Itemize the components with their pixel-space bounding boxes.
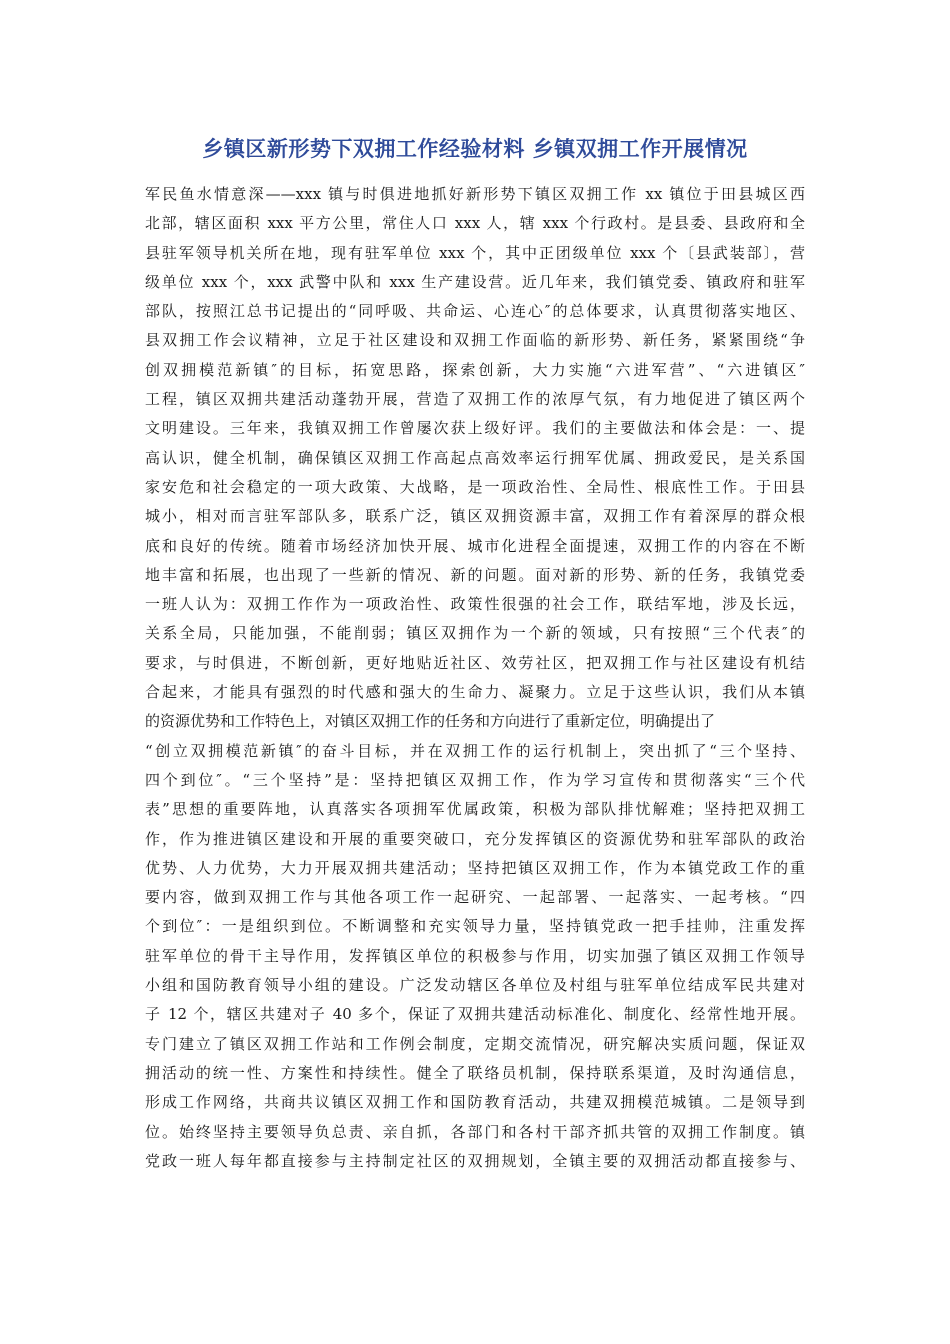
text-line: 关系全局，只能加强，不能削弱；镇区双拥作为一个新的领域，只有按照“三个代表″的: [145, 624, 805, 643]
text-line: 优势、人力优势，大力开展双拥共建活动；坚持把镇区双拥工作，作为本镇党政工作的重: [145, 858, 805, 877]
text-line: 一班人认为：双拥工作作为一项政治性、政策性很强的社会工作，联结军地，涉及长远，: [145, 595, 805, 614]
text-line: 作，作为推进镇区建设和开展的重要突破口，充分发挥镇区的资源优势和驻军部队的政治: [145, 829, 805, 848]
text-line: 部队，按照江总书记提出的“同呼吸、共命运、心连心″的总体要求，认真贯彻落实地区、: [145, 302, 805, 321]
text-line: 创双拥模范新镇″的目标，拓宽思路，探索创新，大力实施“六进军营”、“六进镇区″: [145, 360, 805, 379]
text-line: 要求，与时俱进，不断创新，更好地贴近社区、效劳社区，把双拥工作与社区建设有机结: [145, 653, 805, 672]
text-line: 要内容，做到双拥工作与其他各项工作一起研究、一起部署、一起落实、一起考核。“四: [145, 888, 805, 907]
text-line: 高认识，健全机制，确保镇区双拥工作高起点高效率运行拥军优属、拥政爱民，是关系国: [145, 448, 805, 467]
text-line: 小组和国防教育领导小组的建设。广泛发动辖区各单位及村组与驻军单位结成军民共建对: [145, 976, 805, 995]
text-line: 文明建设。三年来，我镇双拥工作曾屡次获上级好评。我们的主要做法和体会是：一、提: [145, 419, 805, 438]
text-line: 的资源优势和工作特色上，对镇区双拥工作的任务和方向进行了重新定位，明确提出了: [145, 712, 716, 731]
text-line: 专门建立了镇区双拥工作站和工作例会制度，定期交流情况，研究解决实质问题，保证双: [145, 1034, 805, 1053]
text-line: 四个到位″。“三个坚持”是：坚持把镇区双拥工作，作为学习宣传和贯彻落实“三个代: [145, 770, 805, 789]
text-line: 形成工作网络，共商共议镇区双拥工作和国防教育活动，共建双拥模范城镇。二是领导到: [145, 1093, 805, 1112]
text-line: 城小，相对而言驻军部队多，联系广泛，镇区双拥资源丰富，双拥工作有着深厚的群众根: [145, 507, 805, 526]
text-line: 军民鱼水情意深——xxx 镇与时俱进地抓好新形势下镇区双拥工作 xx 镇位于田县城区西: [145, 185, 805, 203]
text-line: 党政一班人每年都直接参与主持制定社区的双拥规划，全镇主要的双拥活动都直接参与、: [145, 1151, 805, 1170]
text-line: “创立双拥模范新镇″的奋斗目标，并在双拥工作的运行机制上，突出抓了“三个坚持、: [145, 741, 805, 760]
text-line: 工程，镇区双拥共建活动蓬勃开展，营造了双拥工作的浓厚气氛，有力地促进了镇区两个: [145, 390, 805, 409]
text-line: 家安危和社会稳定的一项大政策、大战略，是一项政治性、全局性、根底性工作。于田县: [145, 477, 805, 496]
text-line: 合起来，才能具有强烈的时代感和强大的生命力、凝聚力。立足于这些认识，我们从本镇: [145, 683, 805, 702]
text-line: 位。始终坚持主要领导负总责、亲自抓，各部门和各村干部齐抓共管的双拥工作制度。镇: [145, 1122, 805, 1141]
body-paragraph: [145, 180, 805, 1176]
text-line: 县双拥工作会议精神，立足于社区建设和双拥工作面临的新形势、新任务，紧紧围绕“争: [145, 331, 805, 350]
text-line: 表”思想的重要阵地，认真落实各项拥军优属政策，积极为部队排忧解难；坚持把双拥工: [145, 800, 805, 819]
text-line: 拥活动的统一性、方案性和持续性。健全了联络员机制，保持联系渠道，及时沟通信息，: [145, 1063, 805, 1082]
text-line: 个到位″：一是组织到位。不断调整和充实领导力量，坚持镇党政一把手挂帅，注重发挥: [145, 917, 805, 936]
text-line: 驻军单位的骨干主导作用，发挥镇区单位的积极参与作用，切实加强了镇区双拥工作领导: [145, 946, 805, 965]
text-line: 地丰富和拓展，也出现了一些新的情况、新的问题。面对新的形势、新的任务，我镇党委: [145, 565, 805, 584]
text-line: 级单位 xxx 个，xxx 武警中队和 xxx 生产建设营。近几年来，我们镇党委、镇政府和驻军: [145, 272, 805, 291]
page-title: 乡镇区新形势下双拥工作经验材料 乡镇双拥工作开展情况: [202, 137, 748, 161]
text-line: 北部，辖区面积 xxx 平方公里，常住人口 xxx 人，辖 xxx 个行政村。是县委、县政府和全: [145, 214, 805, 233]
text-line: 子 12 个，辖区共建对子 40 多个，保证了双拥共建活动标准化、制度化、经常性地开展。: [145, 1005, 805, 1024]
text-line: 底和良好的传统。随着市场经济加快开展、城市化进程全面提速，双拥工作的内容在不断: [145, 536, 805, 555]
text-line: 县驻军领导机关所在地，现有驻军单位 xxx 个，其中正团级单位 xxx 个〔县武装部〕，营: [145, 243, 805, 262]
